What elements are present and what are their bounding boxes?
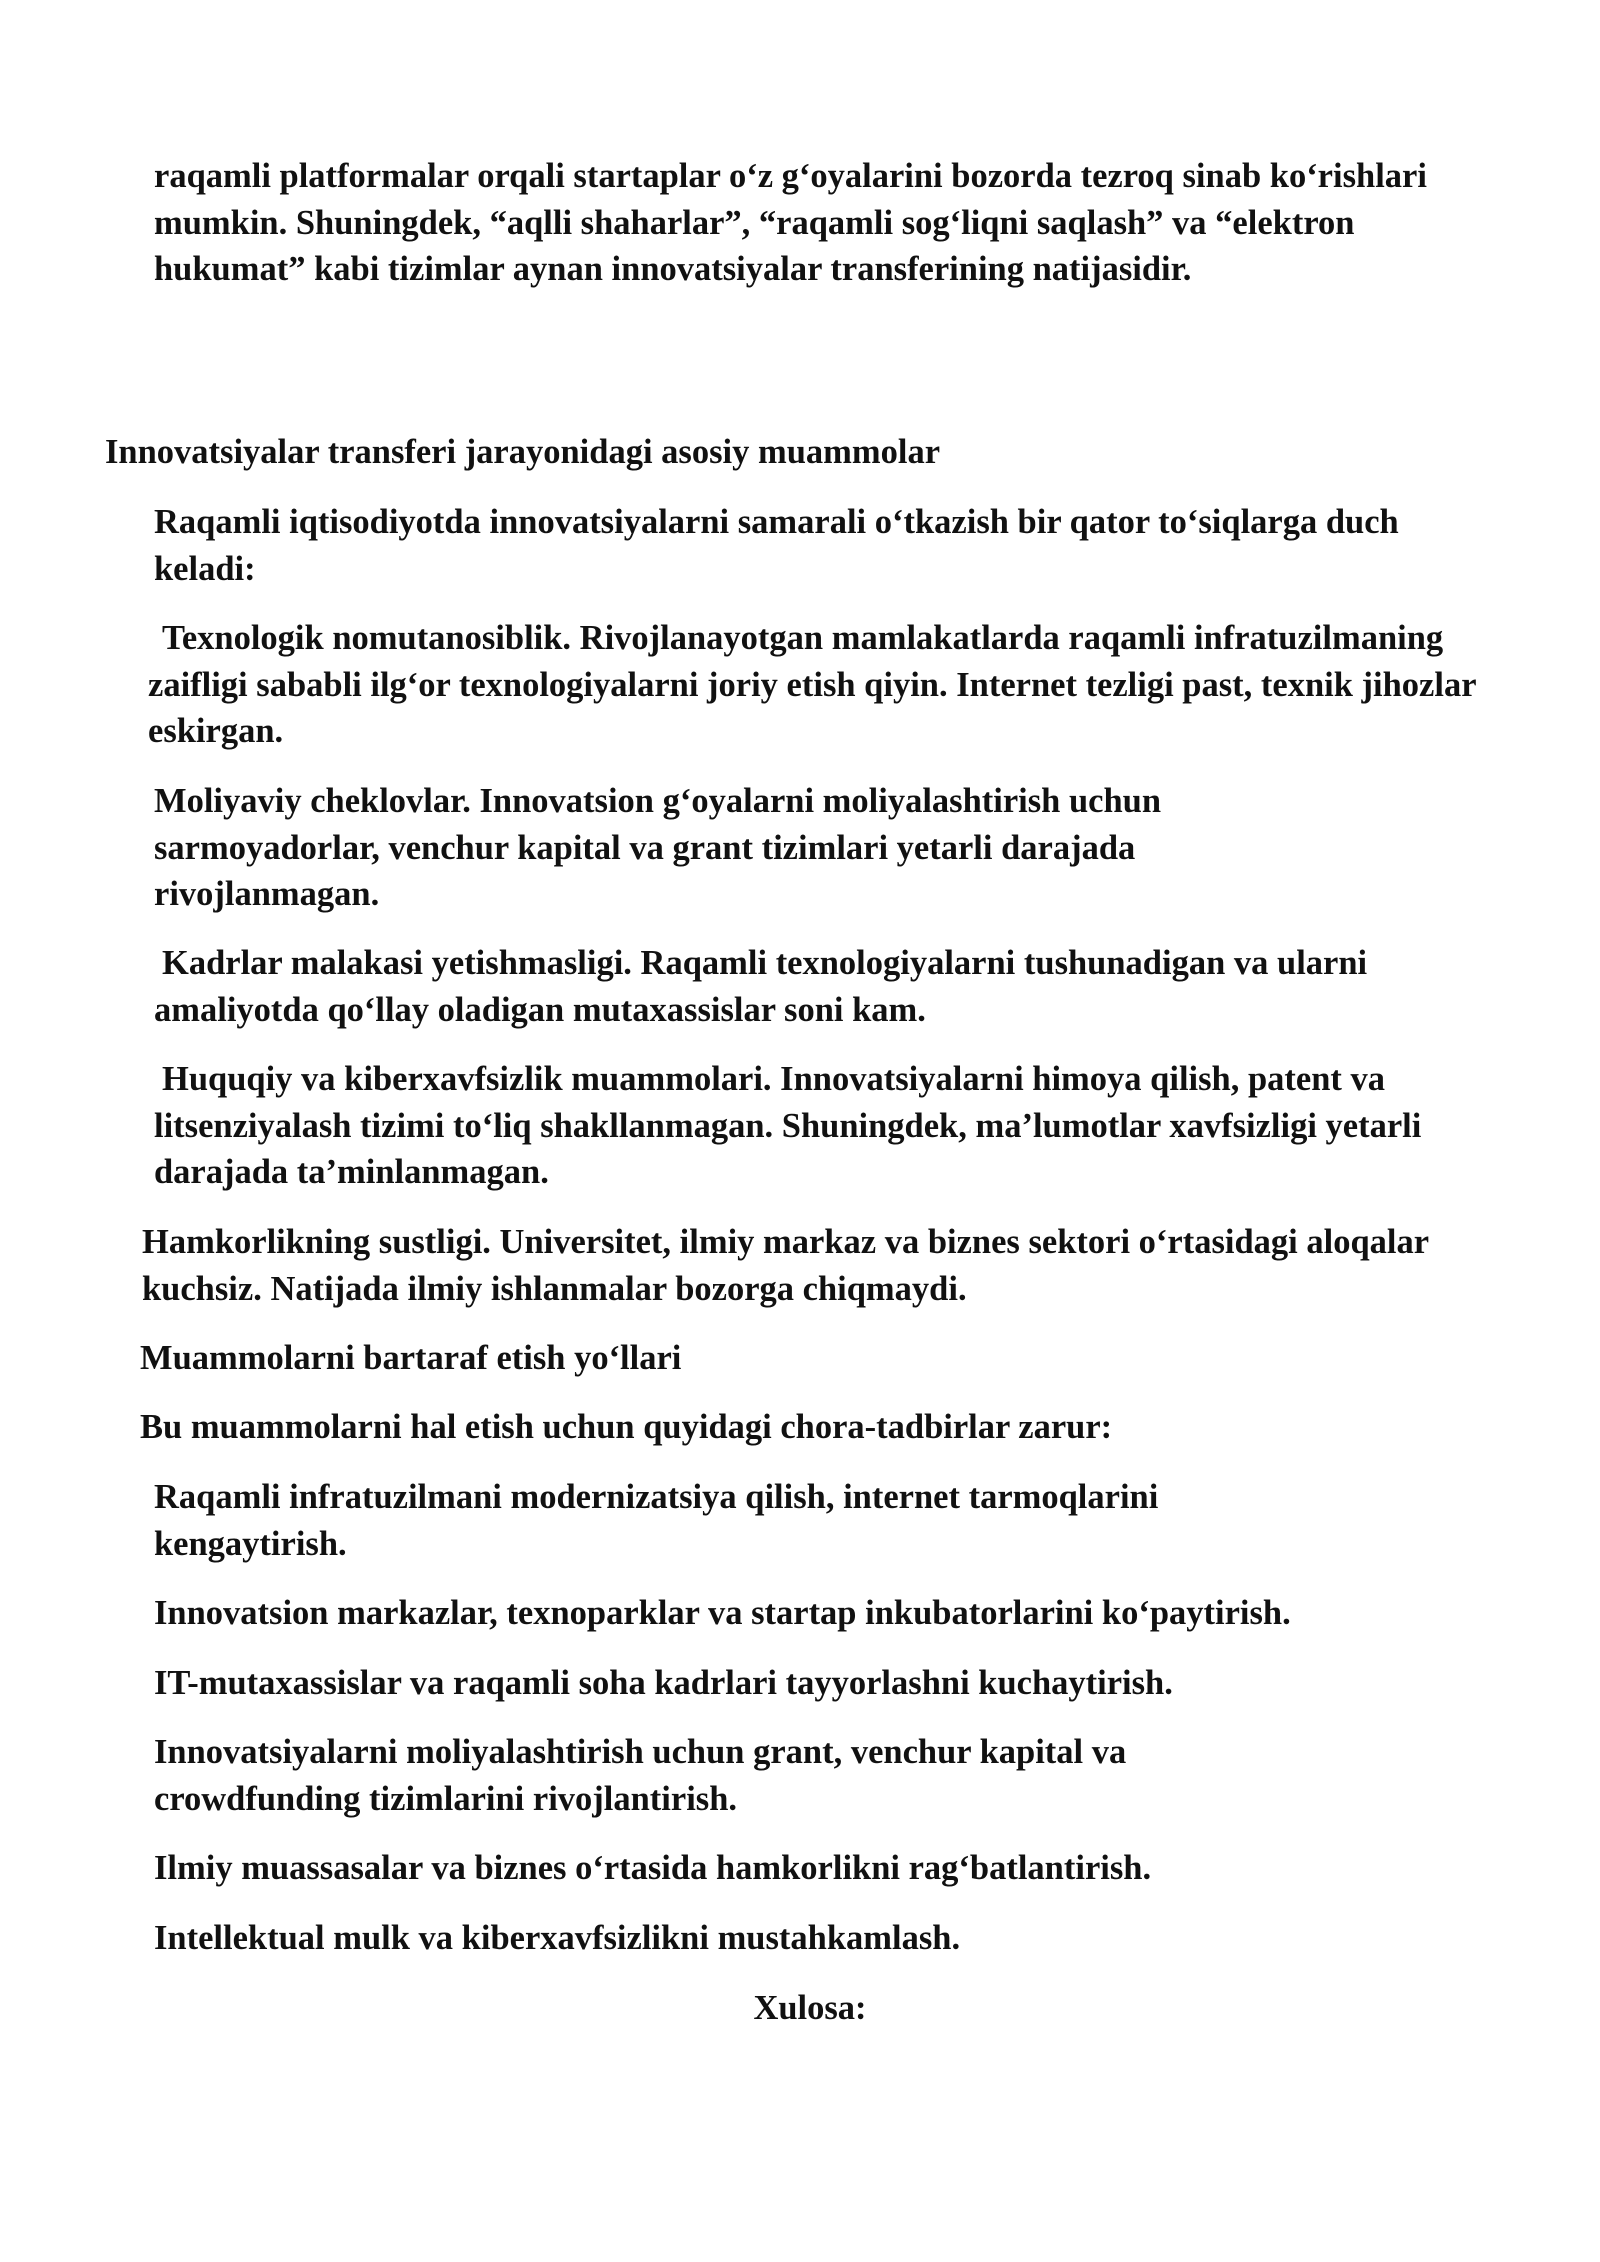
solution-item-intellectual-property: Intellektual mulk va kiberxavfsizlikni mustahkamlash. [154,1919,961,1957]
problems-intro-paragraph: Raqamli iqtisodiyotda innovatsiyalarni samarali o‘tkazish bir qator to‘siqlarga duch keladi: [154,503,1399,588]
section-solutions-title: Muammolarni bartaraf etish yo‘llari [140,1339,682,1377]
section-problems-title: Innovatsiyalar transferi jarayonidagi asosiy muammolar [105,433,941,471]
solutions-intro-paragraph: Bu muammolarni hal etish uchun quyidagi chora-tadbirlar zarur: [140,1408,1113,1446]
problem-item-cooperation: Hamkorlikning sustligi. Universitet, ilmiy markaz va biznes sektori o‘rtasidagi aloqalar kuchsiz. Natijada ilmiy ishlanmalar bozorga chiqmaydi. [142,1223,1429,1308]
problem-item-financial: Moliyaviy cheklovlar. Innovatsion g‘oyalarni moliyalashtirish uchun sarmoyadorlar, venchur kapital va grant tizimlari yetarli darajada rivojlanmagan. [154,782,1162,913]
problem-item-technological: Texnologik nomutanosiblik. Rivojlanayotgan mamlakatlarda raqamli infratuzilmaning zaifligi sababli ilg‘or texnologiyalarni joriy etish qiyin. Internet tezligi past, texnik jihozlar eskirgan. [148,619,1476,750]
conclusion-heading: Xulosa: [753,1989,867,2027]
solution-item-it-specialists: IT-mutaxassislar va raqamli soha kadrlari tayyorlashni kuchaytirish. [154,1664,1173,1702]
solution-item-innovation-centers: Innovatsion markazlar, texnoparklar va startap inkubatorlarini ko‘paytirish. [154,1594,1291,1632]
solution-item-collaboration: Ilmiy muassasalar va biznes o‘rtasida hamkorlikni rag‘batlantirish. [154,1849,1152,1887]
solution-item-financing: Innovatsiyalarni moliyalashtirish uchun grant, venchur kapital va crowdfunding tizimlarini rivojlantirish. [154,1733,1127,1818]
intro-paragraph: raqamli platformalar orqali startaplar o‘z g‘oyalarini bozorda tezroq sinab ko‘rishlari mumkin. Shuningdek, “aqlli shaharlar”, “raqamli sog‘liqni saqlash” va “elektron hukumat” kabi tizimlar aynan innovatsiyalar transferining natijasidir. [154,157,1427,288]
problem-item-legal-security: Huquqiy va kiberxavfsizlik muammolari. Innovatsiyalarni himoya qilish, patent va litsenziyalash tizimi to‘liq shakllanmagan. Shuningdek, ma’lumotlar xavfsizligi yetarli darajada ta’minlanmagan. [154,1060,1422,1191]
solution-item-infrastructure: Raqamli infratuzilmani modernizatsiya qilish, internet tarmoqlarini kengaytirish. [154,1478,1159,1563]
problem-item-personnel: Kadrlar malakasi yetishmasligi. Raqamli texnologiyalarni tushunadigan va ularni amaliyotda qo‘llay oladigan mutaxassislar soni kam. [154,944,1368,1029]
